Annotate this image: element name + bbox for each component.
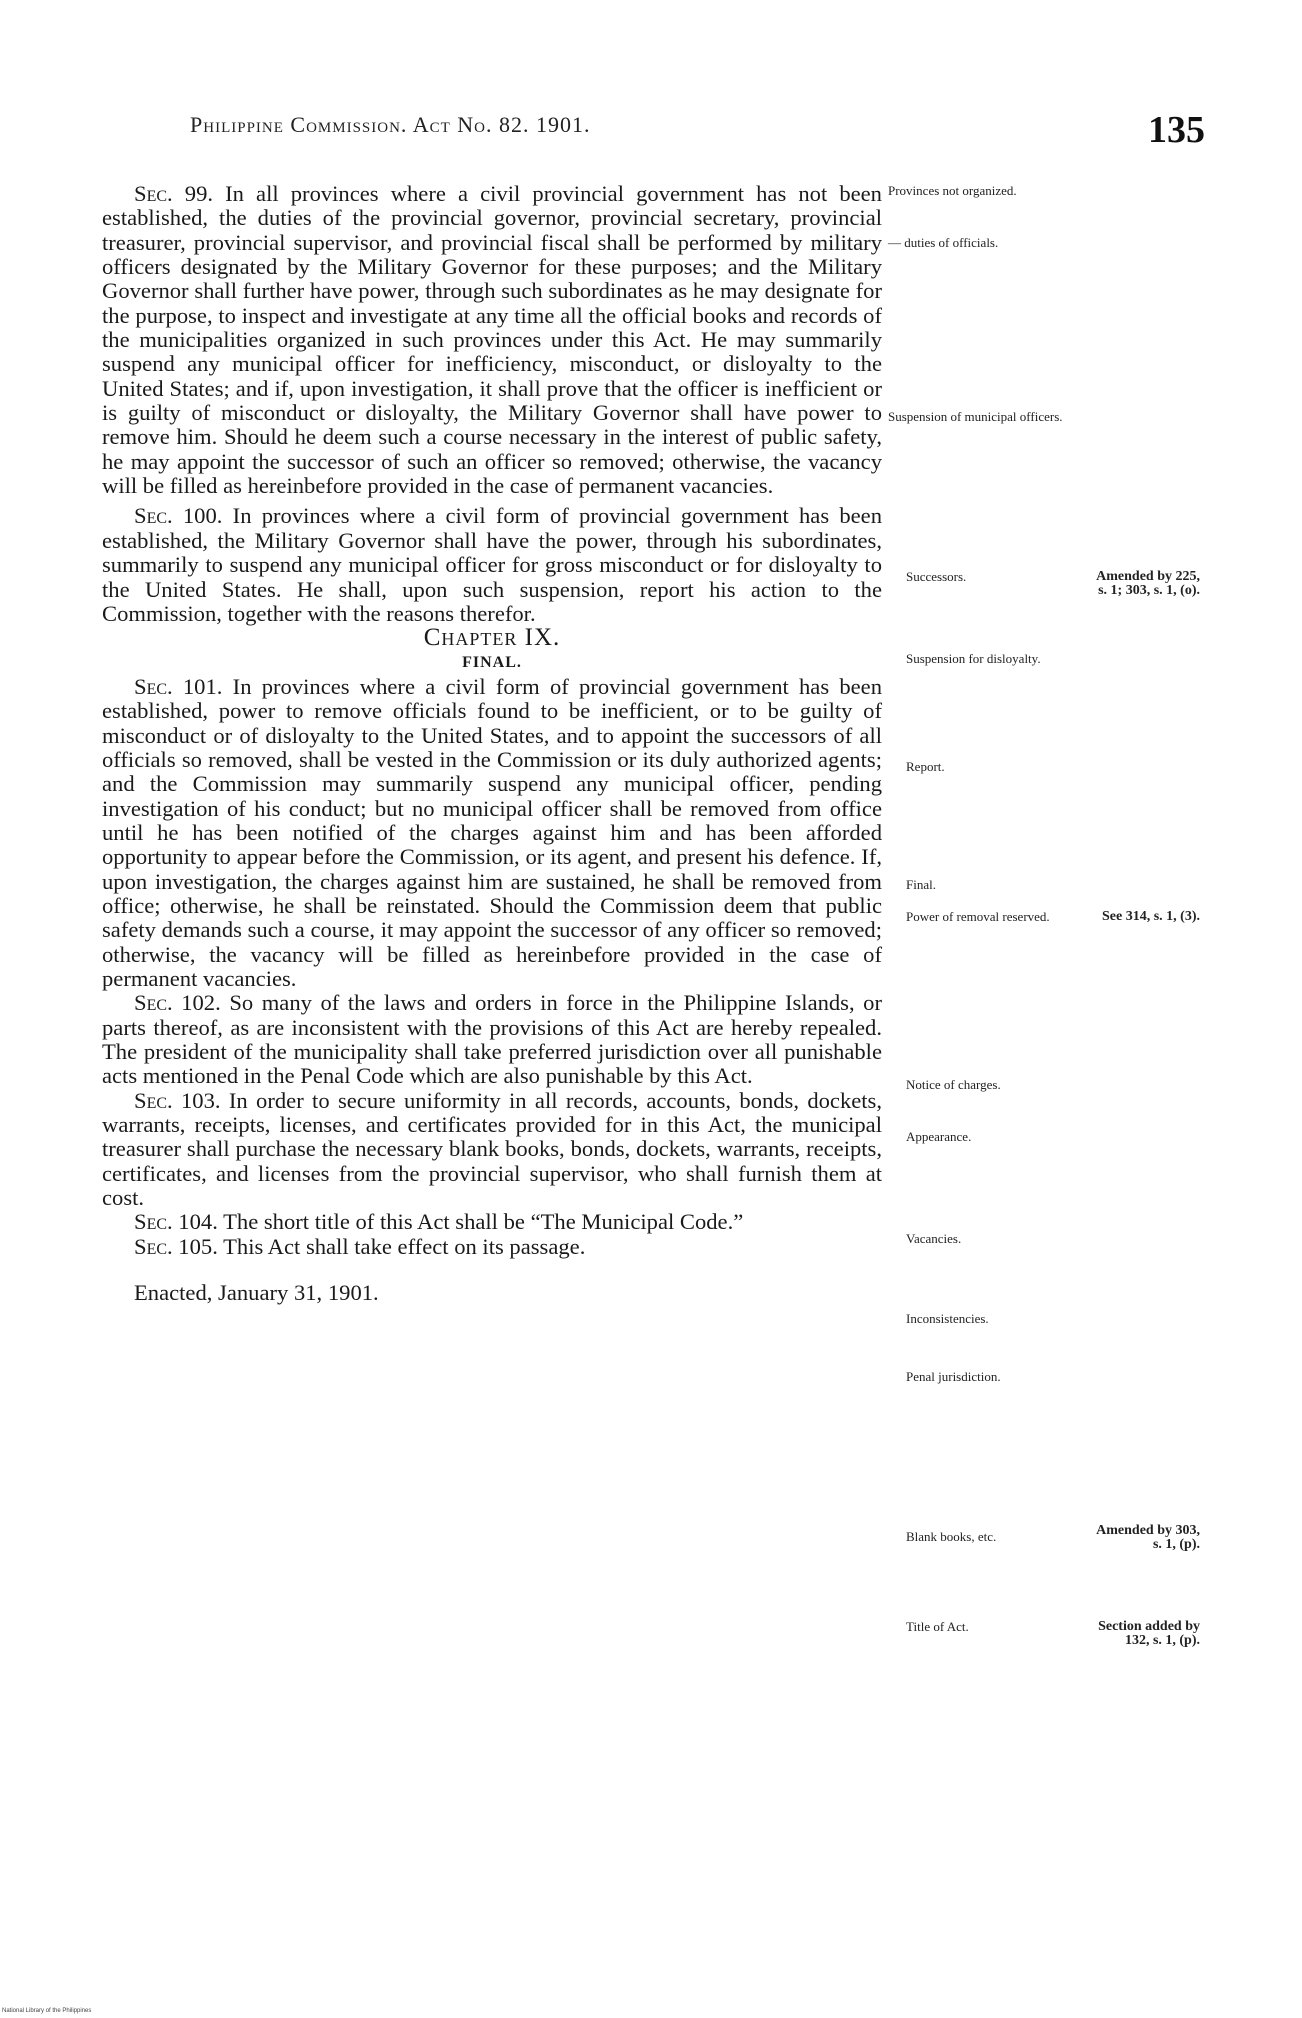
section-105 (102, 1235, 882, 1259)
margin-note-final: Final. (906, 877, 936, 892)
chapter-title: Chapter IX. (423, 624, 561, 652)
section-label: Sec. 105. (134, 1233, 218, 1259)
section-label: Sec. 100. (134, 503, 223, 529)
chapter-subtitle: FINAL. (462, 653, 522, 671)
margin-note-power-of-removal: Power of removal reserved. (906, 909, 1050, 924)
page-number: 135 (1148, 109, 1205, 151)
enacted-date: Enacted, January 31, 1901. (134, 1280, 379, 1306)
section-body: In provinces where a civil form of provincial government has been established, power to remove officials found to be inefficient, or to be guilty of misconduct or of disloyalty to the United States, and to appoint the successors of all officials so removed, shall be vested in the Commission or its duly authorized agents; and the Commission may summarily suspend any municipal officer, pending investigation of his conduct; but no municipal officer shall be removed from office until he has been notified of the charges against him and has been afforded opportunity to appear before the Commission, or its agent, and present his defence. If, upon investigation, the charges against him are sustained, he shall be removed from office; otherwise, he shall be reinstated. Should the Commission deem that public safety demands such a course, it may appoint the successor of any officer so removed; otherwise, the vacancy will be filled as hereinbefore provided in the case of permanent vacancies. (102, 673, 882, 991)
amendment-note-sec99: Amended by 225, s. 1; 303, s. 1, (o). (1096, 569, 1200, 598)
margin-note-inconsistencies: Inconsistencies. (906, 1311, 989, 1326)
margin-note-suspension-municipal: Suspension of municipal officers. (888, 409, 1063, 424)
main-text (102, 182, 882, 1305)
margin-note-vacancies: Vacancies. (906, 1231, 962, 1246)
amendment-note-sec103: Amended by 303, s. 1, (p). (1096, 1523, 1200, 1552)
amendment-note-sec104: Section added by 132, s. 1, (p). (1098, 1619, 1200, 1648)
section-body: In provinces where a civil form of provincial government has been established, the Military Governor shall have the power, through his subordinates, summarily to suspend any municipal officer for gross misconduct or for disloyalty to the United States. He shall, upon such suspension, report his action to the Commission, together with the reasons therefor. (102, 503, 882, 626)
section-label: Sec. 99. (134, 181, 214, 206)
margin-note-blank-books: Blank books, etc. (906, 1529, 997, 1544)
section-label: Sec. 101. (134, 673, 223, 699)
margin-note-title-of-act: Title of Act. (906, 1619, 969, 1634)
margin-note-penal-jurisdiction: Penal jurisdiction. (906, 1369, 1001, 1384)
section-body: So many of the laws and orders in force in the Philippine Islands, or parts thereof, as are inconsistent with the provisions of this Act are hereby repealed. The president of the municipality shall take preferred jurisdiction over all punishable acts mentioned in the Penal Code which are also punishable by this Act. (102, 990, 883, 1089)
section-body: In order to secure uniformity in all records, accounts, bonds, dockets, warrants, receipts, licenses, and certificates provided for in this Act, the municipal treasurer shall purchase the necessary blank books, bonds, dockets, warrants, receipts, certificates, and licenses from the provincial supervisor, who shall furnish them at cost. (102, 1087, 882, 1211)
section-103 (102, 1089, 882, 1211)
footer-credit: National Library of the Philippines (2, 2008, 92, 2014)
section-101 (102, 675, 882, 991)
section-label: Sec. 104. (134, 1209, 218, 1235)
section-body: The short title of this Act shall be “The Municipal Code.” (217, 1209, 744, 1235)
section-label: Sec. 103. (134, 1087, 221, 1113)
margin-note-successors: Successors. (906, 569, 967, 584)
margin-note-report: Report. (906, 759, 945, 774)
section-label: Sec. 102. (134, 990, 221, 1016)
margin-note-notice-of-charges: Notice of charges. (906, 1077, 1001, 1092)
section-body: This Act shall take effect on its passage. (217, 1233, 586, 1259)
section-100 (102, 504, 882, 626)
margin-note-duties-of-officials: — duties of officials. (888, 235, 999, 250)
amendment-note-sec101: See 314, s. 1, (3). (1102, 909, 1200, 924)
section-102 (102, 991, 882, 1088)
margin-note-suspension-disloyalty: Suspension for disloyalty. (906, 651, 1041, 666)
running-head: Philippine Commission. Act No. 82. 1901. (190, 112, 591, 137)
margin-note-provinces-not-organized: Provinces not organized. (888, 183, 1017, 198)
section-body: In all provinces where a civil provincial government has not been established, the duties of the provincial governor, provincial secretary, provincial treasurer, provincial supervisor, and provincial fiscal shall be performed by military officers designated by the Military Governor for these purposes; and the Military Governor shall further have power, through such subordinates as he may designate for the purpose, to inspect and investigate at any time all the official books and records of the municipalities organized in such provinces under this Act. He may summarily suspend any municipal officer for inefficiency, misconduct, or disloyalty to the United States; and if, upon investigation, it shall prove that the officer is inefficient or is guilty of misconduct or disloyalty, the Military Governor shall have power to remove him. Should he deem such a course necessary in the interest of public safety, he may appoint the successor of such an officer so removed; otherwise, the vacancy will be filled as hereinbefore provided in the case of permanent vacancies. (102, 181, 882, 499)
section-104 (102, 1210, 882, 1234)
margin-note-appearance: Appearance. (906, 1129, 972, 1144)
section-99 (102, 182, 882, 498)
